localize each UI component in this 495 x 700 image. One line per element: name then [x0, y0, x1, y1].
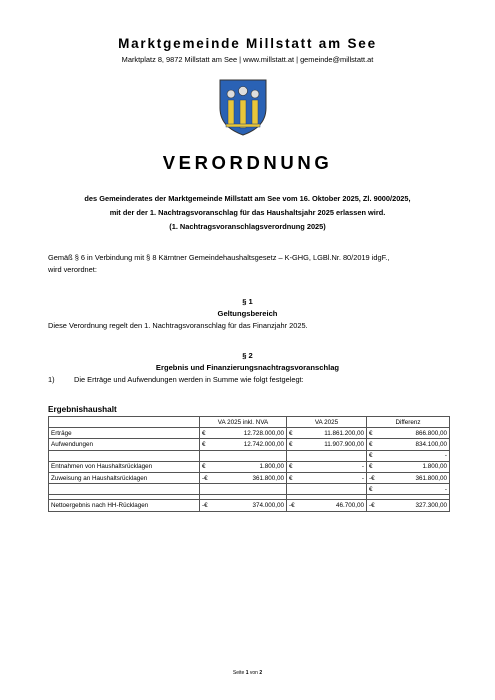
- table-row: [49, 484, 450, 495]
- amount: 866.800,00: [415, 429, 447, 437]
- row-label: Aufwendungen: [49, 439, 200, 450]
- row-label: [49, 450, 200, 461]
- table-cell: [200, 450, 287, 461]
- section-1-number: § 1: [242, 297, 253, 306]
- currency-sign: -€: [369, 474, 375, 482]
- currency-sign: €: [289, 463, 293, 471]
- row-label: Zuweisung an Haushaltsrücklagen: [49, 472, 200, 483]
- currency-sign: -€: [369, 501, 375, 509]
- currency-sign: €: [202, 429, 206, 437]
- amount: -: [361, 474, 364, 482]
- amount: 46.700,00: [335, 501, 364, 509]
- table-cell: [200, 428, 287, 439]
- column-header: VA 2025: [287, 417, 367, 428]
- currency-sign: €: [289, 440, 293, 448]
- table-row: [49, 439, 450, 450]
- section-2-item-number: 1): [48, 375, 55, 384]
- preamble-line: wird verordnet:: [48, 265, 97, 274]
- table-row: [49, 428, 450, 439]
- amount: 374.000,00: [252, 501, 284, 509]
- table-cell: [200, 461, 287, 472]
- currency-sign: €: [202, 463, 206, 471]
- amount: 327.300,00: [415, 501, 447, 509]
- table-cell: [367, 500, 450, 511]
- organization-name: Marktgemeinde Millstatt am See: [118, 36, 377, 51]
- table-cell: [367, 461, 450, 472]
- table-cell: [287, 450, 367, 461]
- row-label: [49, 484, 200, 495]
- row-label: Nettoergebnis nach HH-Rücklagen: [49, 500, 200, 511]
- footer-page-total: 2: [259, 670, 263, 676]
- table-cell: [287, 461, 367, 472]
- section-1-title: Geltungsbereich: [217, 309, 278, 318]
- table-header-blank: [49, 417, 200, 428]
- column-header: Differenz: [367, 417, 450, 428]
- table-cell: [287, 484, 367, 495]
- table-cell: [367, 472, 450, 483]
- amount: 1.800,00: [422, 463, 447, 471]
- organization-address: Marktplatz 8, 9872 Millstatt am See | www.millstatt.at | gemeinde@millstatt.at: [121, 55, 374, 64]
- table-cell: [367, 450, 450, 461]
- currency-sign: €: [369, 440, 373, 448]
- amount: 12.728.000,00: [243, 429, 284, 437]
- table-row: [49, 450, 450, 461]
- table-cell: [200, 484, 287, 495]
- table-header-row: [49, 417, 450, 428]
- subtitle-line: mit der der 1. Nachtragsvoranschlag für das Haushaltsjahr 2025 erlassen wird.: [109, 208, 386, 217]
- amount: 11.907.900,00: [324, 440, 364, 448]
- footer-middle: von: [248, 670, 260, 676]
- currency-sign: €: [289, 474, 293, 482]
- row-label: Erträge: [49, 428, 200, 439]
- amount: 361.800,00: [252, 474, 284, 482]
- section-2-item-text: Die Erträge und Aufwendungen werden in Summe wie folgt festgelegt:: [74, 375, 304, 384]
- document-title: VERORDNUNG: [162, 152, 333, 173]
- amount: -: [444, 485, 447, 493]
- table-cell: [200, 500, 287, 511]
- table-cell: [200, 439, 287, 450]
- currency-sign: -€: [202, 474, 208, 482]
- currency-sign: -€: [289, 501, 295, 509]
- amount: 361.800,00: [415, 474, 447, 482]
- preamble-line: Gemäß § 6 in Verbindung mit § 8 Kärntner Gemeindehaushaltsgesetz – K-GHG, LGBl.Nr. 80/2019 idgF.,: [48, 253, 390, 262]
- page-footer: [0, 670, 495, 676]
- amount: 834.100,00: [415, 440, 447, 448]
- section-2-title: Ergebnis und Finanzierungsnachtragsvoranschlag: [155, 363, 340, 372]
- currency-sign: €: [202, 440, 206, 448]
- subtitle-line: (1. Nachtragsvoranschlagsverordnung 2025): [169, 222, 326, 231]
- table-row: [49, 500, 450, 511]
- currency-sign: €: [369, 463, 373, 471]
- table-heading: Ergebnishaushalt: [48, 405, 117, 414]
- currency-sign: €: [369, 485, 373, 493]
- currency-sign: €: [289, 429, 293, 437]
- section-2-number: § 2: [242, 351, 253, 360]
- table-cell: [367, 484, 450, 495]
- table-row: [49, 472, 450, 483]
- footer-page-number: 1: [245, 670, 249, 676]
- table-cell: [287, 428, 367, 439]
- table-cell: [367, 439, 450, 450]
- footer-prefix: Seite: [232, 670, 246, 676]
- amount: -: [444, 452, 447, 460]
- row-label: Entnahmen von Haushaltsrücklagen: [49, 461, 200, 472]
- amount: -: [361, 463, 364, 471]
- section-1-text: Diese Verordnung regelt den 1. Nachtragsvoranschlag für das Finanzjahr 2025.: [48, 321, 308, 330]
- results-budget-table: [48, 416, 450, 512]
- amount: 1.800,00: [259, 463, 284, 471]
- table-cell: [200, 472, 287, 483]
- currency-sign: €: [369, 429, 373, 437]
- column-header: VA 2025 inkl. NVA: [200, 417, 287, 428]
- table-cell: [287, 472, 367, 483]
- table-row: [49, 461, 450, 472]
- coat-of-arms-icon: [218, 78, 268, 136]
- table-cell: [367, 428, 450, 439]
- amount: 12.742.000,00: [243, 440, 284, 448]
- table-cell: [287, 500, 367, 511]
- currency-sign: -€: [202, 501, 208, 509]
- amount: 11.861.200,00: [324, 429, 364, 437]
- currency-sign: €: [369, 452, 373, 460]
- subtitle-line: des Gemeinderates der Marktgemeinde Millstatt am See vom 16. Oktober 2025, Zl. 9000/2025,: [84, 194, 411, 203]
- table-cell: [287, 439, 367, 450]
